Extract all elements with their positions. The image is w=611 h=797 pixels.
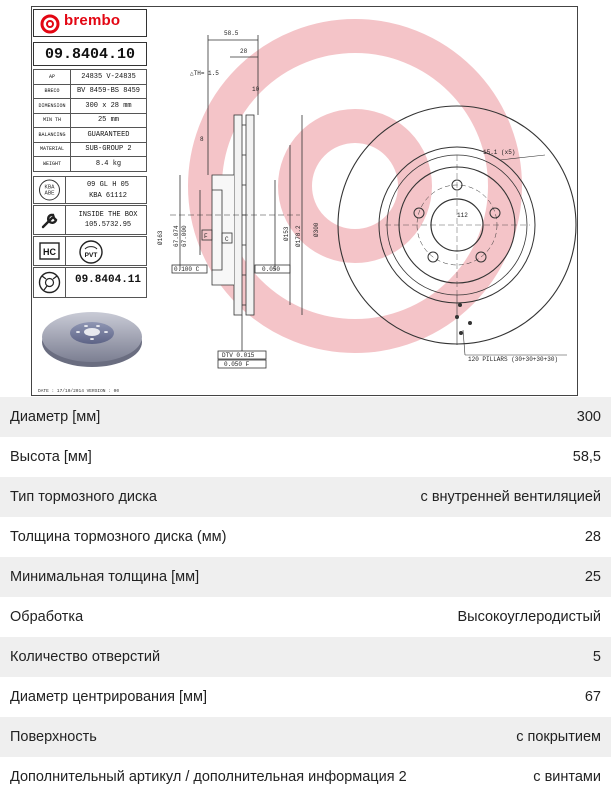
spec-row-min-thickness	[0, 557, 611, 597]
spec-label: Диаметр [мм]	[10, 409, 101, 425]
dim-ten: 10	[252, 86, 260, 93]
spec-row-centering	[0, 677, 611, 717]
wrench-icon	[34, 206, 65, 234]
inside-box-line-1: INSIDE THE BOX	[78, 211, 138, 219]
disc-photo-image	[40, 306, 145, 376]
spec-row-thickness	[0, 517, 611, 557]
spec-value: 67	[584, 689, 601, 705]
spec-value: 25 mm	[71, 113, 147, 128]
brembo-logo-icon	[39, 14, 61, 34]
spec-key: DIMENSION	[34, 99, 71, 114]
spec-key: MATERIAL	[34, 142, 71, 157]
runout-2: 0.050	[262, 266, 281, 273]
kba-icon-label: KBA	[44, 184, 55, 191]
dim-d67: 67.074	[173, 225, 180, 247]
disc-front-view	[335, 105, 575, 365]
spec-label: Дополнительный артикул / дополнительная информация 2	[10, 769, 407, 785]
spec-label: Толщина тормозного диска (мм)	[10, 529, 227, 545]
spec-value: SUB-GROUP 2	[71, 142, 147, 157]
reference-row	[33, 267, 147, 298]
kba-row	[33, 176, 147, 204]
datum-c: C	[225, 236, 229, 243]
hc-pvt-row	[33, 236, 147, 266]
spec-value: 28	[584, 529, 601, 545]
spec-key: AP	[34, 70, 71, 85]
spec-row-diameter	[0, 397, 611, 437]
specs-list	[0, 397, 611, 797]
runout-c: 0.100 C	[174, 266, 200, 273]
brand-logo-text: brembo	[64, 12, 121, 29]
spec-value: 25	[584, 569, 601, 585]
hc-icon-label: HC	[43, 247, 56, 257]
datum-f: F	[204, 233, 208, 240]
spec-table-row	[34, 142, 147, 157]
abe-icon-label: ABE	[44, 190, 55, 197]
dim-d67b: 67.000	[181, 225, 188, 247]
spec-table-row	[34, 157, 147, 172]
spec-value: 58,5	[572, 449, 601, 465]
hc-icon-cell	[34, 237, 66, 265]
spec-row-additional	[0, 757, 611, 797]
part-number: 09.8404.10	[33, 42, 147, 66]
spec-value: Высокоуглеродистый	[457, 609, 601, 625]
spec-table-row	[34, 84, 147, 99]
inside-box-line-2: 105.5732.95	[84, 221, 132, 229]
dim-eight: 8	[200, 136, 204, 143]
spec-label: Количество отверстий	[10, 649, 161, 665]
spec-row-surface	[0, 717, 611, 757]
spec-label: Обработка	[10, 609, 84, 625]
spec-table	[33, 69, 147, 172]
disc-section-view	[150, 15, 320, 375]
spec-value: с винтами	[533, 769, 601, 785]
spec-value: GUARANTEED	[71, 128, 147, 143]
bolt-hole-dim: 15.1 (x5)	[483, 149, 516, 156]
pvt-icon-label: PVT	[84, 252, 98, 259]
pillars-note: 120 PILLARS (30+30+30+30)	[468, 356, 559, 363]
spec-label: Диаметр центрирования [мм]	[10, 689, 208, 705]
reference-part-number: 09.8404.11	[74, 274, 141, 286]
dim-d153: Ø153	[283, 226, 290, 241]
disc-icon-cell	[34, 268, 66, 297]
dim-th: △TH= 1.5	[190, 70, 219, 77]
spec-value: 8.4 kg	[71, 157, 147, 172]
spec-key: BRECO	[34, 84, 71, 99]
spec-row-height	[0, 437, 611, 477]
spec-row-processing	[0, 597, 611, 637]
dtv-tolerance: DTV 0.015	[222, 352, 255, 359]
drawing-date: DATE : 17/10/2014 VERSION : 00	[38, 389, 120, 394]
spec-label: Тип тормозного диска	[10, 489, 157, 505]
spec-label: Минимальная толщина [мм]	[10, 569, 200, 585]
pvt-badge-icon	[78, 239, 104, 265]
kba-line-2: KBA 61112	[89, 192, 127, 200]
spec-table-row	[34, 128, 147, 143]
inside-box-row	[33, 205, 147, 235]
spec-value: BV 8459-BS 8459	[71, 84, 147, 99]
spec-label: Высота [мм]	[10, 449, 92, 465]
dim-d300: Ø300	[313, 222, 320, 237]
spec-table-row	[34, 99, 147, 114]
spec-row-holes	[0, 637, 611, 677]
dim-width-total: 58.5	[224, 30, 239, 37]
flatness-tolerance: 0.050 F	[224, 361, 250, 368]
kba-icon-cell	[34, 177, 66, 203]
spec-key: MIN TH	[34, 113, 71, 128]
pcd-dim: 112	[457, 212, 468, 219]
spec-table-row	[34, 70, 147, 85]
hc-icon	[34, 237, 65, 265]
wrench-icon-cell	[34, 206, 66, 234]
dim-d178: Ø178.2	[295, 225, 302, 247]
technical-drawing	[0, 0, 611, 397]
spec-label: Поверхность	[10, 729, 97, 745]
spec-row-disc-type	[0, 477, 611, 517]
dim-d163: Ø163	[157, 230, 164, 245]
spec-table-row	[34, 113, 147, 128]
spec-value: 300 x 28 mm	[71, 99, 147, 114]
spec-value: 5	[592, 649, 601, 665]
disc-drilled-icon	[34, 268, 65, 297]
spec-value: с внутренней вентиляцией	[420, 489, 601, 505]
kba-line-1: 09 GL H 05	[86, 181, 129, 189]
dim-width-disc: 28	[240, 48, 248, 55]
spec-key: BALANCING	[34, 128, 71, 143]
spec-key: WEIGHT	[34, 157, 71, 172]
brand-logo	[33, 9, 147, 37]
kba-badge-icon	[34, 177, 65, 203]
spec-value: с покрытием	[516, 729, 601, 745]
spec-value: 24835 V-24835	[71, 70, 147, 85]
spec-value: 300	[576, 409, 601, 425]
